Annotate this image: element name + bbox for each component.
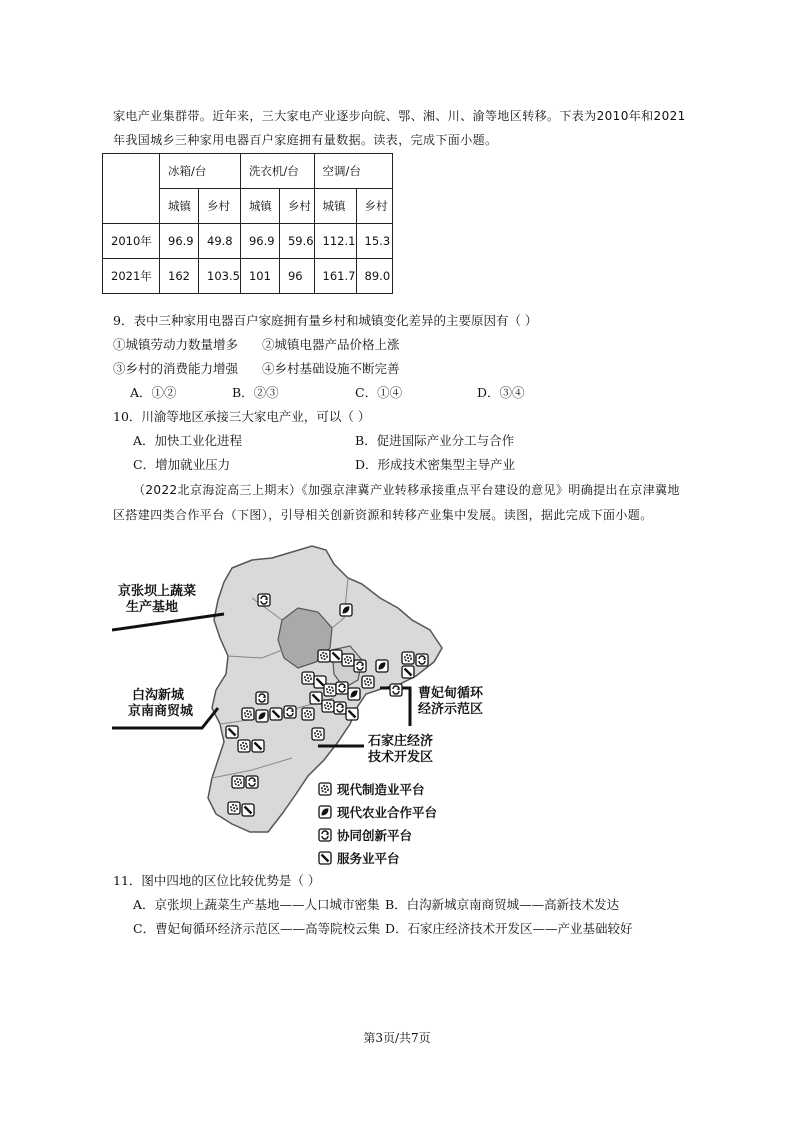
leaf-icon: [318, 805, 332, 819]
q9-option-a[interactable]: A．①②: [130, 385, 177, 400]
leaf-icon: [348, 688, 360, 700]
table-cell: 96.9: [160, 224, 199, 259]
gear-icon: [342, 654, 354, 666]
wrench-icon: [270, 708, 282, 720]
table-group-header: 空调/台: [314, 154, 392, 189]
legend-item-service: [318, 849, 400, 867]
table-header-row: [103, 154, 393, 189]
q9-statement-3: ③乡村的消费能力增强: [113, 361, 239, 376]
table-cell: 89.0: [356, 259, 392, 294]
leaf-icon: [256, 710, 268, 722]
gear-icon: [322, 700, 334, 712]
label-zhangba-line2: 生产基地: [126, 600, 179, 615]
gear-icon: [318, 650, 330, 662]
gear-icon: [362, 676, 374, 688]
gear-icon: [324, 684, 336, 696]
table-cell: 96.9: [240, 224, 279, 259]
table-year-cell: 2021年: [103, 259, 160, 294]
table-cell: 59.6: [279, 224, 314, 259]
wrench-icon: [318, 851, 332, 865]
wrench-icon: [252, 740, 264, 752]
legend-item-manufacturing: [318, 780, 425, 798]
table-row: [103, 224, 393, 259]
cycle-icon: [318, 828, 332, 842]
table-subheader: 乡村: [279, 189, 314, 224]
table-cell: 112.1: [314, 224, 356, 259]
table-group-header: 冰箱/台: [160, 154, 241, 189]
q9-option-d[interactable]: D．③④: [477, 385, 525, 400]
label-zhangba-line1: 京张坝上蔬菜: [118, 584, 197, 599]
q9-option-c[interactable]: C．①④: [355, 385, 403, 400]
q9-option-b[interactable]: B．②③: [232, 385, 279, 400]
gear-icon: [242, 708, 254, 720]
table-cell: 161.7: [314, 259, 356, 294]
appliance-table: [102, 153, 393, 294]
legend-item-agriculture: [318, 803, 437, 821]
context-line-2: 区搭建四类合作平台（下图），引导相关创新资源和转移产业集中发展。读图，据此完成下面小题。: [113, 508, 653, 522]
legend-label: 现代农业合作平台: [337, 805, 438, 820]
q10-option-a[interactable]: A．加快工业化进程: [133, 433, 243, 448]
cycle-icon: [246, 776, 258, 788]
context-line-1: （2022北京海淀高三上期末）《加强京津冀产业转移承接重点平台建设的意见》明确提出在京津冀地: [133, 483, 680, 497]
page-footer: 第3页/共7页: [363, 1031, 431, 1045]
table-cell: 96: [279, 259, 314, 294]
table-cell: 101: [240, 259, 279, 294]
q11-option-b[interactable]: B．白沟新城京南商贸城——高新技术发达: [385, 897, 620, 912]
cycle-icon: [256, 692, 268, 704]
table-row: [103, 259, 393, 294]
intro-line-1: 家电产业集群带。近年来，三大家电产业逐步向皖、鄂、湘、川、渝等地区转移。下表为2010年和2021: [113, 109, 686, 123]
wrench-icon: [346, 708, 358, 720]
table-subheader: 乡村: [199, 189, 241, 224]
table-cell: 162: [160, 259, 199, 294]
cycle-icon: [334, 702, 346, 714]
gear-icon: [302, 672, 314, 684]
gear-icon: [318, 782, 332, 796]
label-caofeidian-line2: 经济示范区: [418, 702, 484, 717]
q11-option-a[interactable]: A．京张坝上蔬菜生产基地——人口城市密集: [133, 897, 380, 912]
label-caofeidian-line1: 曹妃甸循环: [418, 686, 484, 701]
cycle-icon: [354, 660, 366, 672]
gear-icon: [238, 740, 250, 752]
q9-statement-2: ②城镇电器产品价格上涨: [262, 337, 400, 352]
q10-option-d[interactable]: D．形成技术密集型主导产业: [355, 457, 516, 472]
cycle-icon: [416, 654, 428, 666]
leaf-icon: [376, 660, 388, 672]
label-baigou-line2: 京南商贸城: [128, 704, 194, 719]
q9-statement-4: ④乡村基础设施不断完善: [262, 361, 400, 376]
q9-statement-1: ①城镇劳动力数量增多: [113, 337, 239, 352]
label-sjz-line2: 技术开发区: [368, 750, 434, 765]
table-cell: 49.8: [199, 224, 241, 259]
q9-stem: 9．表中三种家用电器百户家庭拥有量乡村和城镇变化差异的主要原因有（ ）: [113, 313, 538, 328]
q11-stem: 11．图中四地的区位比较优势是（ ）: [113, 873, 321, 888]
table-year-cell: 2010年: [103, 224, 160, 259]
legend-item-innovation: [318, 826, 412, 844]
q10-option-b[interactable]: B．促进国际产业分工与合作: [355, 433, 515, 448]
q11-option-c[interactable]: C．曹妃甸循环经济示范区——高等院校云集: [133, 921, 381, 936]
table-subheader: 城镇: [314, 189, 356, 224]
leaf-icon: [340, 604, 352, 616]
wrench-icon: [402, 666, 414, 678]
gear-icon: [312, 728, 324, 740]
legend-label: 服务业平台: [337, 851, 400, 866]
q11-option-d[interactable]: D．石家庄经济技术开发区——产业基础较好: [385, 921, 633, 936]
gear-icon: [302, 708, 314, 720]
q10-option-c[interactable]: C．增加就业压力: [133, 457, 231, 472]
wrench-icon: [242, 804, 254, 816]
wrench-icon: [310, 692, 322, 704]
table-cell: 15.3: [356, 224, 392, 259]
cycle-icon: [390, 684, 402, 696]
gear-icon: [228, 802, 240, 814]
table-group-header: 洗衣机/台: [240, 154, 314, 189]
legend-label: 现代制造业平台: [337, 782, 425, 797]
table-subheader: 城镇: [160, 189, 199, 224]
label-baigou-line1: 白沟新城: [132, 688, 185, 703]
label-sjz-line1: 石家庄经济: [368, 734, 434, 749]
q10-stem: 10．川渝等地区承接三大家电产业，可以（ ）: [113, 409, 371, 424]
gear-icon: [232, 776, 244, 788]
gear-icon: [402, 652, 414, 664]
cycle-icon: [284, 706, 296, 718]
table-subheader: 乡村: [356, 189, 392, 224]
wrench-icon: [330, 650, 342, 662]
intro-line-2: 年我国城乡三种家用电器百户家庭拥有量数据。读表，完成下面小题。: [113, 133, 498, 147]
wrench-icon: [226, 726, 238, 738]
cycle-icon: [258, 594, 270, 606]
cycle-icon: [336, 682, 348, 694]
legend-label: 协同创新平台: [337, 828, 413, 843]
table-corner-cell: [103, 154, 160, 224]
table-subheader: 城镇: [240, 189, 279, 224]
table-cell: 103.5: [199, 259, 241, 294]
